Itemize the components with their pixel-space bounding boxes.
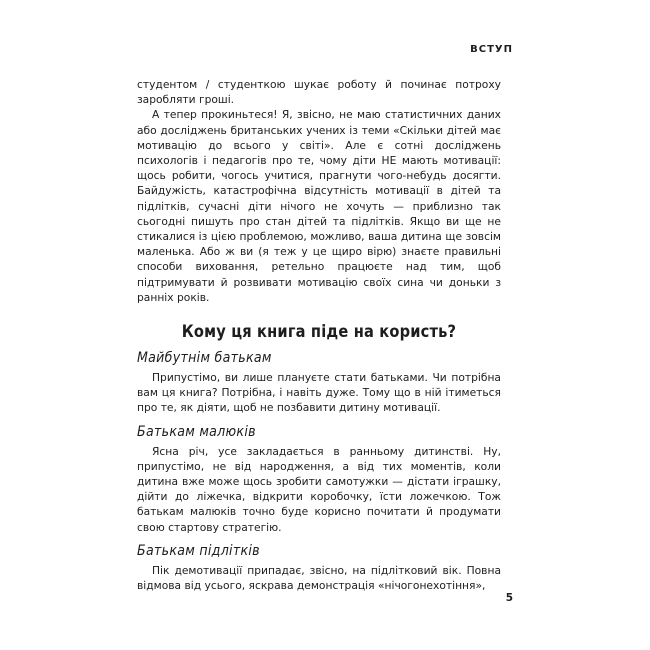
page-body: [137, 77, 501, 593]
subsection-heading: Майбутнім батькам: [137, 350, 272, 367]
subsection-paragraph: Ясна річ, усе закладається в ранньому дитинстві. Ну, припустімо, не від народження, а від тих моментів, коли дитина вже може щось зробити самотужки — дістати іграшку, дійти до ліжечка, відкрити коробочку, їсти ложечкою. Тож батькам малюків точно буде корисно почитати й продумати свою стартову стратегію.: [137, 444, 501, 534]
subsection-heading: Батькам малюків: [137, 423, 256, 440]
running-head: ВСТУП: [470, 44, 513, 55]
page-number: 5: [505, 592, 513, 604]
subsection-paragraph: Припустімо, ви лише плануєте стати батьками. Чи потрібна вам ця книга? Потрібна, і навіть дуже. Тому що в ній ітиметься про те, як діяти, щоб не позбавити дитину мотивації.: [137, 371, 501, 415]
section-title: Кому ця книга піде на користь?: [181, 322, 457, 343]
intro-paragraph: А тепер прокиньтеся! Я, звісно, не маю статистичних даних або досліджень британських учених із теми «Скільки дітей має мотивацію до всього у світі». Але є сотні досліджень психологів і педагогів про те, чому діти НЕ мають мотивації: щось робити, чогось учитися, прагнути чого-небудь досягти. Байдужість, катастрофічна відсутність мотивації в дітей та підлітків, сучасні діти нічого не хочуть — приблизно так сьогодні пишуть про стан дітей та підлітків. Якщо ви ще не стикалися із цією проблемою, можливо, ваша дитина ще зовсім маленька. Або ж ви (я теж у це щиро вірю) знаєте правильні способи виховання, ретельно працюєте над тим, щоб підтримувати й розвивати мотивацію своїх сина чи доньки з ранніх років.: [137, 108, 501, 304]
subsection-heading: Батькам підлітків: [137, 542, 260, 559]
intro-paragraph: студентом / студенткою шукає роботу й починає потроху заробляти гроші.: [137, 78, 501, 107]
subsection-paragraph: Пік демотивації припадає, звісно, на підлітковий вік. Повна відмова від усього, яскрава демонстрація «нічогонехотіння»,: [137, 563, 501, 593]
